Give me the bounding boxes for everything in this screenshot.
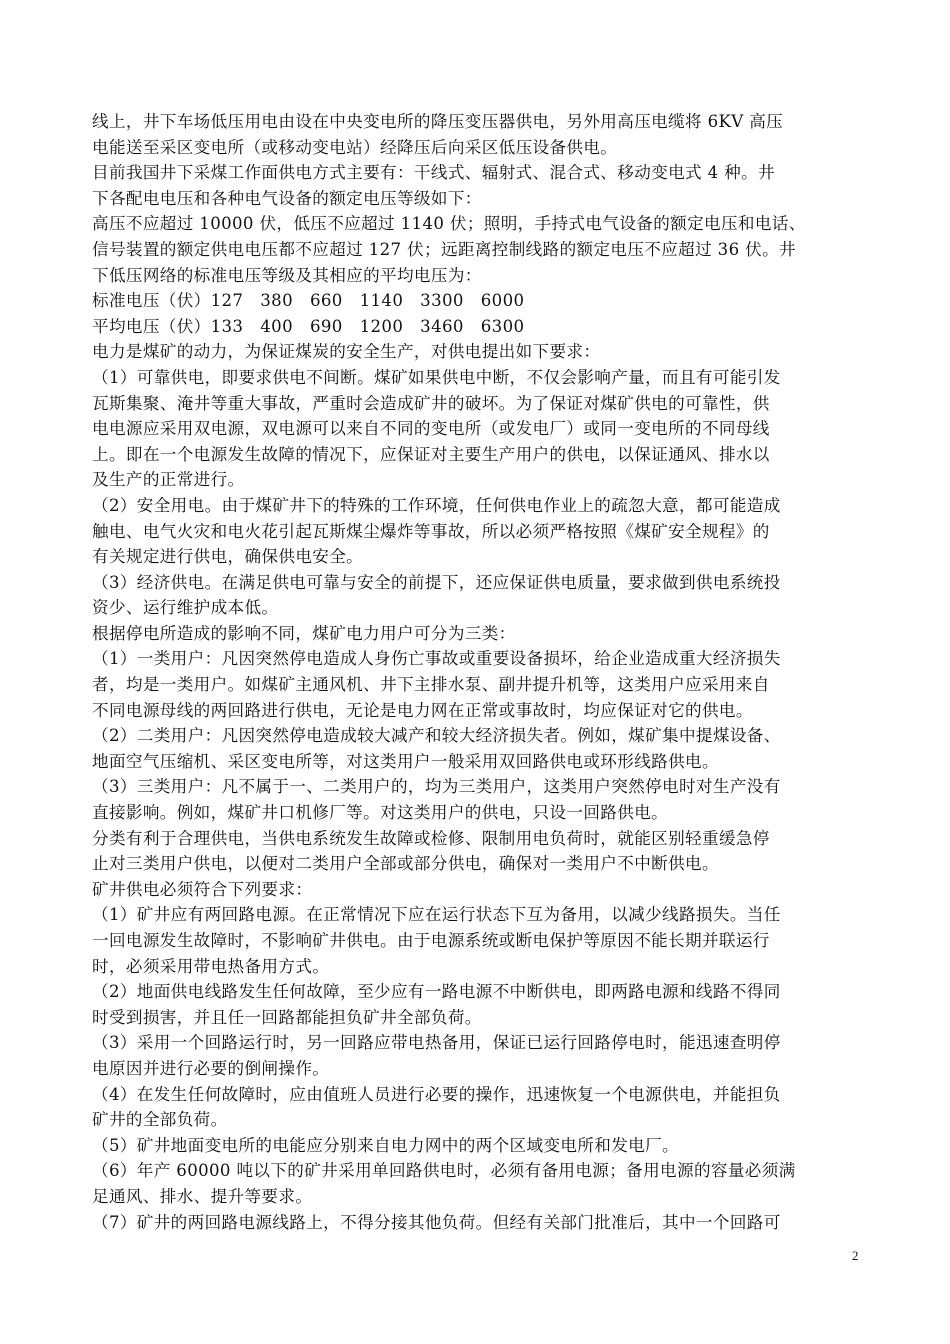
text-line: 止对三类用户供电，以便对二类用户全部或部分供电，确保对一类用户不中断供电。 xyxy=(92,854,719,874)
text-line: （3）采用一个回路运行时，另一回路应带电热备用，保证已运行回路停电时，能迅速查明停 xyxy=(92,1033,781,1053)
text-line: 直接影响。例如，煤矿井口机修厂等。对这类用户的供电，只设一回路供电。 xyxy=(92,803,669,823)
text-line: （4）在发生任何故障时，应由值班人员进行必要的操作，迅速恢复一个电源供电，并能担负 xyxy=(92,1084,781,1104)
text-line: 者，均是一类用户。如煤矿主通风机、井下主排水泵、副井提升机等，这类用户应采用来自 xyxy=(92,675,770,695)
text-line: （6）年产 60000 吨以下的矿井采用单回路供电时，必须有备用电源；备用电源的容量必须满 xyxy=(92,1161,796,1181)
text-line: 信号装置的额定供电电压都不应超过 127 伏；远距离控制线路的额定电压不应超过 36 伏。井 xyxy=(92,239,796,259)
text-line: （7）矿井的两回路电源线路上，不得分接其他负荷。但经有关部门批准后，其中一个回路可 xyxy=(92,1212,781,1232)
text-line: 有关规定进行供电，确保供电安全。 xyxy=(92,547,364,567)
text-line: 电能送至采区变电所（或移动变电站）经降压后向采区低压设备供电。 xyxy=(92,137,618,157)
text-line: 电力是煤矿的动力，为保证煤炭的安全生产，对供电提出如下要求： xyxy=(92,342,601,362)
text-line: 时受到损害，并且任一回路都能担负矿井全部负荷。 xyxy=(92,1007,482,1027)
text-line: 电电源应采用双电源，双电源可以来自不同的变电所（或发电厂）或同一变电所的不同母线 xyxy=(92,419,770,439)
text-line: （1）一类用户：凡因突然停电造成人身伤亡事故或重要设备损坏，给企业造成重大经济损失 xyxy=(92,649,781,669)
text-line: 足通风、排水、提升等要求。 xyxy=(92,1186,313,1206)
text-line: 时，必须采用带电热备用方式。 xyxy=(92,956,330,976)
text-line: 下低压网络的标准电压等级及其相应的平均电压为： xyxy=(92,265,482,285)
text-line: 瓦斯集聚、淹井等重大事故，严重时会造成矿井的破坏。为了保证对煤矿供电的可靠性，供 xyxy=(92,393,770,413)
text-line: （3）经济供电。在满足供电可靠与安全的前提下，还应保证供电质量，要求做到供电系统投 xyxy=(92,572,781,592)
text-line: 下各配电电压和各种电气设备的额定电压等级如下： xyxy=(92,188,482,208)
text-line: 矿井的全部负荷。 xyxy=(92,1110,228,1130)
text-line: （1）可靠供电，即要求供电不间断。煤矿如果供电中断，不仅会影响产量，而且有可能引发 xyxy=(92,367,781,387)
text-line: 及生产的正常进行。 xyxy=(92,470,245,490)
text-line: 不同电源母线的两回路进行供电，无论是电力网在正常或事故时，均应保证对它的供电。 xyxy=(92,700,753,720)
text-line: （3）三类用户：凡不属于一、二类用户的，均为三类用户，这类用户突然停电时对生产没有 xyxy=(92,777,781,797)
text-line: （2）二类用户：凡因突然停电造成较大减产和较大经济损失者。例如，煤矿集中提煤设备、 xyxy=(92,726,781,746)
text-line: 触电、电气火灾和电火花引起瓦斯煤尘爆炸等事故，所以必须严格按照《煤矿安全规程》的 xyxy=(92,521,770,541)
text-line: 上。即在一个电源发生故障的情况下，应保证对主要生产用户的供电，以保证通风、排水以 xyxy=(92,444,770,464)
text-line: （5）矿井地面变电所的电能应分别来自电力网中的两个区域变电所和发电厂。 xyxy=(92,1135,679,1155)
text-line: 线上，井下车场低压用电由设在中央变电所的降压变压器供电，另外用高压电缆将 6KV 高压 xyxy=(92,112,784,131)
text-line: 目前我国井下采煤工作面供电方式主要有：干线式、辐射式、混合式、移动变电式 4 种。井 xyxy=(92,163,775,183)
standard-voltage-row: 标准电压（伏）127 380 660 1140 3300 6000 xyxy=(92,291,525,311)
average-voltage-row: 平均电压（伏）133 400 690 1200 3460 6300 xyxy=(92,316,525,336)
page-number: 2 xyxy=(852,1248,859,1263)
text-line: （1）矿井应有两回路电源。在正常情况下应在运行状态下互为备用，以减少线路损失。当任 xyxy=(92,905,781,925)
text-line: 高压不应超过 10000 伏，低压不应超过 1140 伏；照明，手持式电气设备的额定电压和电话、 xyxy=(92,214,806,234)
document-body xyxy=(92,109,867,1235)
text-line: 分类有利于合理供电，当供电系统发生故障或检修、限制用电负荷时，就能区别轻重缓急停 xyxy=(92,828,770,848)
text-line: 一回电源发生故障时，不影响矿井供电。由于电源系统或断电保护等原因不能长期并联运行 xyxy=(92,931,770,950)
text-line: 地面空气压缩机、采区变电所等，对这类用户一般采用双回路供电或环形线路供电。 xyxy=(92,751,719,771)
text-line: 电原因并进行必要的倒闸操作。 xyxy=(92,1058,330,1078)
text-line: 根据停电所造成的影响不同，煤矿电力用户可分为三类： xyxy=(92,623,516,643)
text-line: （2）安全用电。由于煤矿井下的特殊的工作环境，任何供电作业上的疏忽大意，都可能造成 xyxy=(92,495,781,515)
text-line: 资少、运行维护成本低。 xyxy=(92,598,279,618)
text-line: 矿井供电必须符合下列要求： xyxy=(92,879,313,899)
text-line: （2）地面供电线路发生任何故障，至少应有一路电源不中断供电，即两路电源和线路不得同 xyxy=(92,982,781,1002)
